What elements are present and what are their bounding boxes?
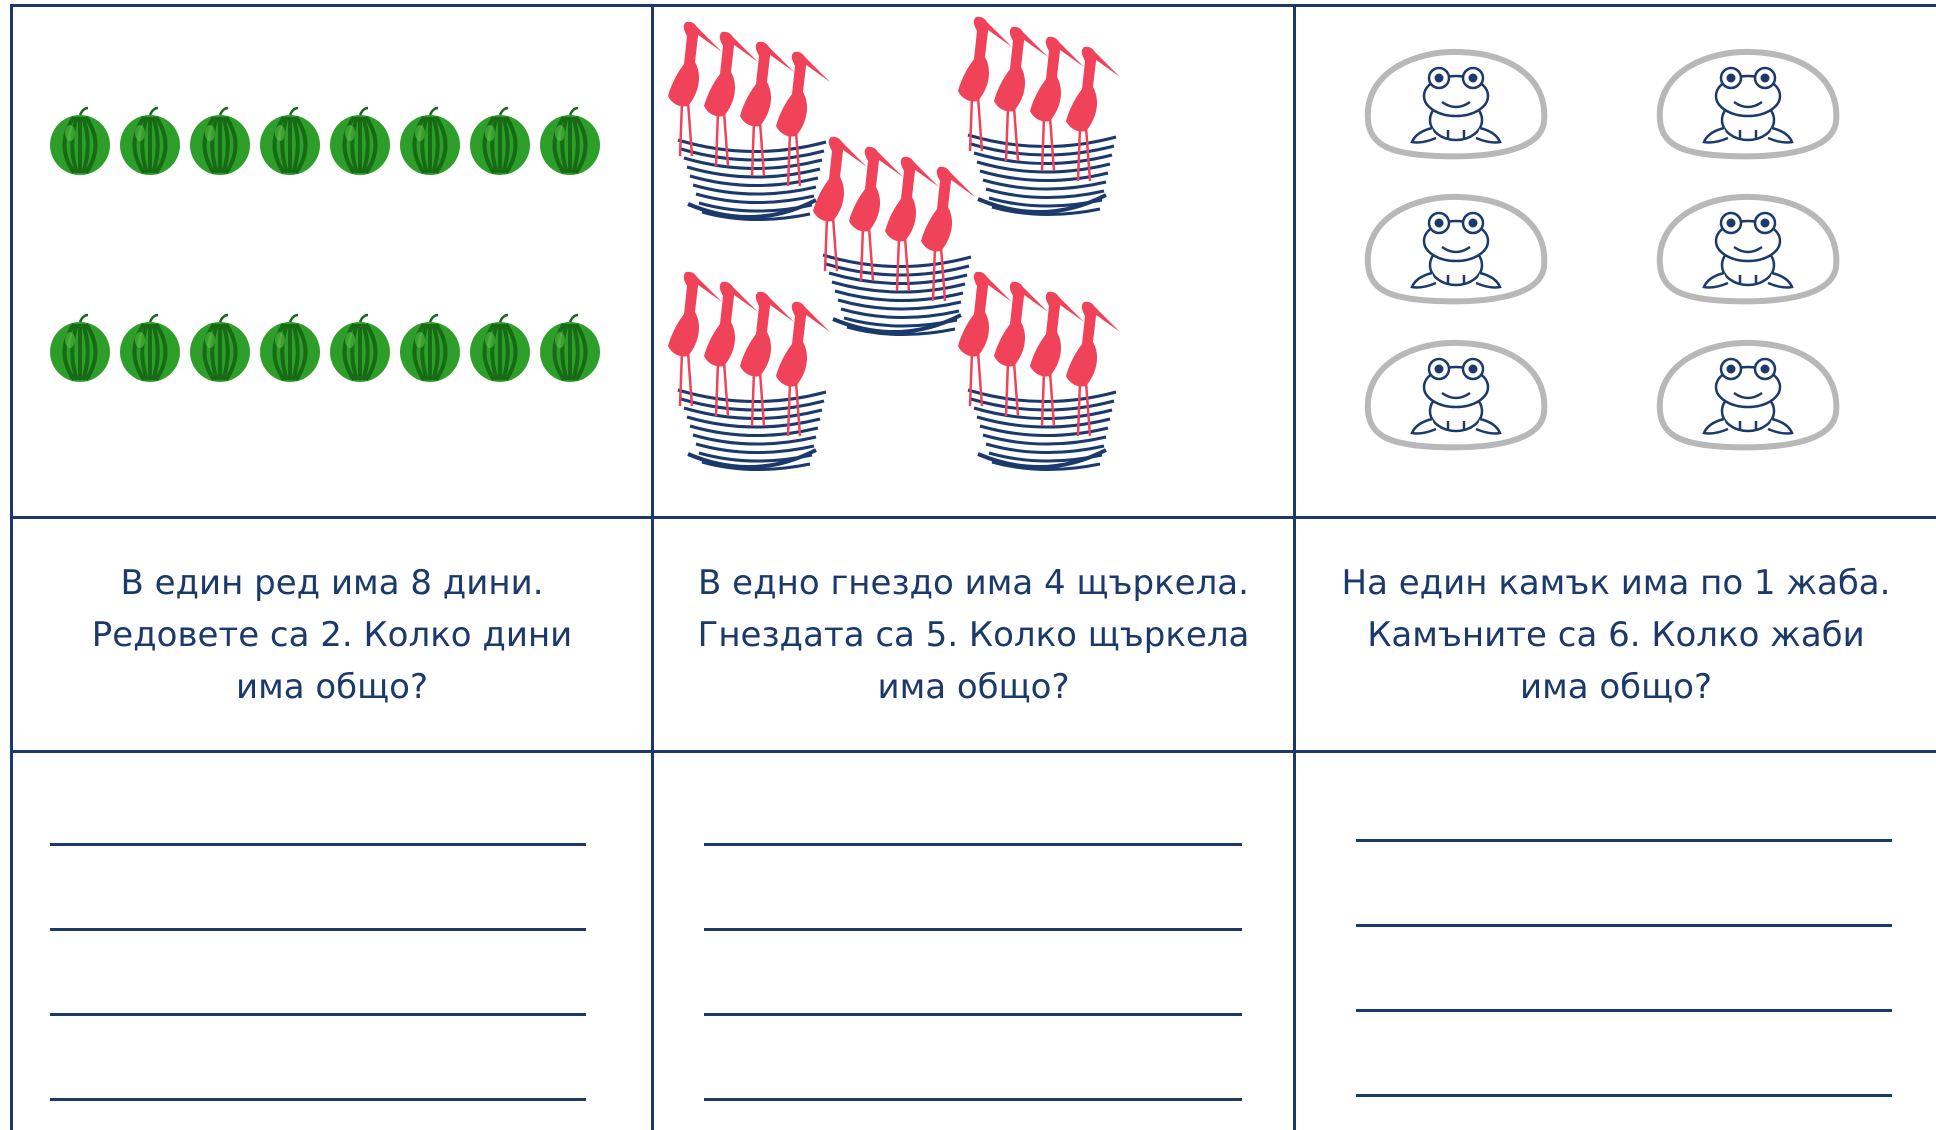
answer-line — [704, 928, 1242, 931]
stork-nest-group — [668, 22, 830, 220]
watermelon-icon — [330, 315, 390, 382]
frog-icon — [1704, 359, 1792, 434]
frog-stone-group — [1660, 52, 1837, 156]
answer-line — [50, 1013, 586, 1016]
watermelon-icon — [260, 315, 320, 382]
answer-line — [704, 1098, 1242, 1101]
question-frogs — [1296, 519, 1936, 750]
watermelon-picture — [13, 7, 651, 516]
question-text: В един ред има 8 дини. Редовете са 2. Колко дини има общо? — [91, 562, 573, 707]
answer-line — [1356, 924, 1892, 927]
answer-line — [50, 843, 586, 846]
question-text: На един камък има по 1 жаба. Камъните са 6. Колко жаби има общо? — [1341, 562, 1891, 707]
frog-stone-picture — [1296, 7, 1936, 516]
watermelon-icon — [400, 108, 460, 175]
watermelon-icon — [190, 108, 250, 175]
frog-stone-group — [1660, 197, 1837, 301]
frog-icon — [1704, 213, 1792, 288]
frog-icon — [1412, 359, 1500, 434]
stork-nest-group — [958, 272, 1120, 470]
watermelon-icon — [190, 315, 250, 382]
watermelon-icon — [330, 108, 390, 175]
frog-stone-group — [1660, 343, 1837, 447]
question-watermelons — [13, 519, 651, 750]
frog-stone-group — [1368, 343, 1545, 447]
frog-stone-group — [1368, 52, 1545, 156]
watermelon-icon — [400, 315, 460, 382]
answer-line — [704, 843, 1242, 846]
answer-line — [50, 1098, 586, 1101]
frog-icon — [1704, 68, 1792, 143]
watermelon-icon — [260, 108, 320, 175]
watermelon-icon — [50, 108, 110, 175]
stork-nest-group — [958, 17, 1120, 215]
answer-line — [1356, 1094, 1892, 1097]
stork-nest-group — [668, 272, 830, 470]
frog-icon — [1412, 213, 1500, 288]
answer-line — [1356, 1009, 1892, 1012]
watermelon-icon — [470, 315, 530, 382]
watermelon-icon — [540, 108, 600, 175]
grid-row-divider-2 — [10, 750, 1936, 753]
frog-icon — [1412, 68, 1500, 143]
answer-line — [1356, 839, 1892, 842]
stork-nest-picture — [654, 7, 1293, 516]
stork-nest-group — [813, 137, 975, 335]
watermelon-icon — [120, 108, 180, 175]
question-text: В едно гнездо има 4 щъркела. Гнездата са 5. Колко щъркела има общо? — [697, 562, 1250, 707]
answer-line — [50, 928, 586, 931]
frog-stone-group — [1368, 197, 1545, 301]
watermelon-icon — [540, 315, 600, 382]
watermelon-icon — [120, 315, 180, 382]
answer-line — [704, 1013, 1242, 1016]
watermelon-icon — [470, 108, 530, 175]
question-storks — [654, 519, 1293, 750]
watermelon-icon — [50, 315, 110, 382]
